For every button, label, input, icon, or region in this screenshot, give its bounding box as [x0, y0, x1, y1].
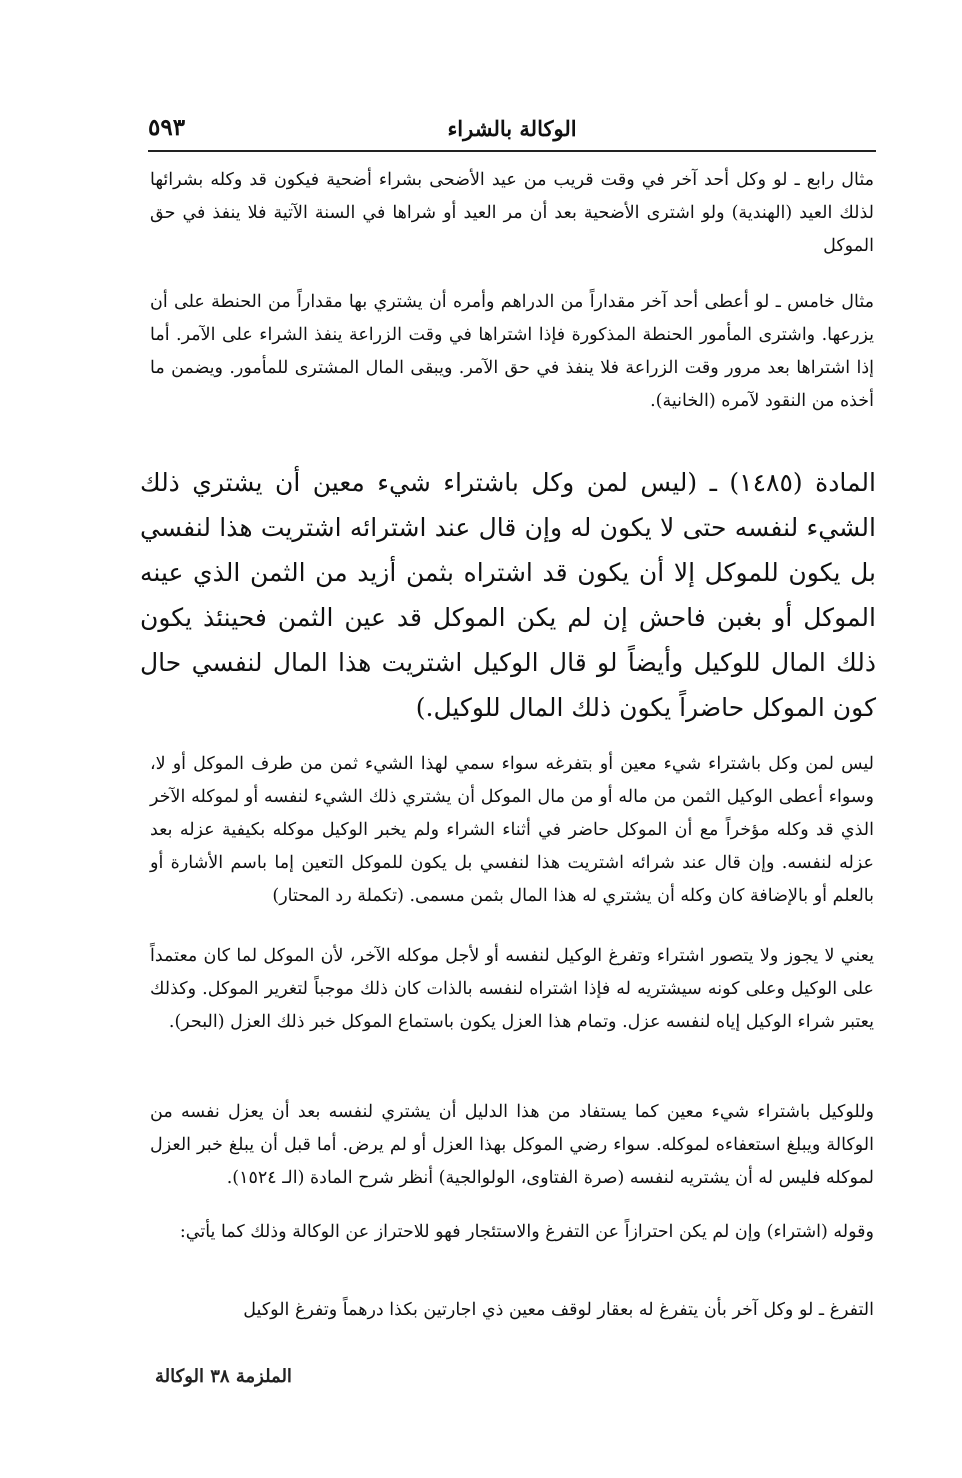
paragraph-commentary-1: ليس لمن وكل باشتراء شيء معين أو بتفرغه سواء سمي لهذا الشيء ثمن من طرف الموكل أو لا، وسواء أعطى الوكيل الثمن من ماله أو من مال الموكل أن يشتري ذلك الشيء لنفسه أو لموكله الآخر الذي قد وكله مؤخراً مع أن الموكل حاضر في أثناء الشراء ولم يخبر الوكيل موكله بكيفية عزله بعد عزله لنفسه. وإن قال عند شرائه اشتريت هذا لنفسي بل يكون للموكل التعين إما باسم الأشارة أو بالعلم أو بالإضافة كان وكله أن يشتري له هذا المال بثمن مسمى. (تكملة رد المحتار) [150, 754, 874, 906]
paragraph-commentary-3: وللوكيل باشتراء شيء معين كما يستفاد من هذا الدليل أن يشتري لنفسه بعد أن يعزل نفسه من الوكالة ويبلغ استعفاءه لموكله. سواء رضي الموكل بهذا العزل أو لم يرض. أما قبل أن يبلغ خبر العزل لموكله فليس له أن يشتريه لنفسه (صرة الفتاوى، الولوالجية) أنظر شرح المادة (الـ ١٥٢٤). [150, 1102, 874, 1188]
signature-mark: الملزمة ٣٨ الوكالة [155, 1366, 292, 1387]
paragraph-example-five: مثال خامس ـ لو أعطى أحد آخر مقداراً من الدراهم وأمره أن يشتري بها مقداراً من الحنطة على أن يزرعها. واشترى المأمور الحنطة المذكورة فإذا اشتراها في وقت الزراعة ينفذ الشراء على الآمر. أما إذا اشتراها بعد مرور وقت الزراعة فلا ينفذ في حق الآمر. ويبقى المال المشترى للمأمور. ويضمن ما أخذه من النقود لآمره (الخانية). [150, 292, 874, 411]
page-number: ٥٩٣ [148, 114, 186, 141]
paragraph-commentary-4: وقوله (اشتراء) وإن لم يكن احترازاً عن التفرغ والاستئجار فهو للاحتراز عن الوكالة وذلك كما يأتي: [179, 1222, 874, 1242]
paragraph-example-four: مثال رابع ـ لو وكل أحد آخر في وقت قريب من عيد الأضحى بشراء أضحية فيكون قد وكله بشرائها لذلك العيد (الهندية) ولو اشترى الأضحية بعد أن مر العيد أو شراها في السنة الآتية فلا ينفذ في حق الموكل [150, 170, 874, 256]
paragraph-commentary-2: يعني لا يجوز ولا يتصور اشتراء وتفرغ الوكيل لنفسه أو لأجل موكله الآخر، لأن الموكل لما كان معتمداً على الوكيل وعلى كونه سيشتريه له فإذا اشتراه لنفسه بالذات كان ذلك موجباً لتغرير الموكل. وكذلك يعتبر شراء الوكيل إياه لنفسه عزل. وتمام هذا العزل يكون باستماع الموكل خبر ذلك العزل (البحر). [150, 946, 874, 1032]
page-header [148, 112, 876, 148]
paragraph-commentary-5: التفرغ ـ لو وكل آخر بأن يتفرغ له بعقار لوقف معين ذي اجارتين بكذا درهماً وتفرغ الوكيل [243, 1300, 874, 1320]
header-rule [148, 150, 876, 152]
article-1485-text: المادة (١٤٨٥) ـ (ليس لمن وكل باشتراء شيء معين أن يشتري ذلك الشيء لنفسه حتى لا يكون له وإن قال عند اشترائه اشتريت هذا لنفسي بل يكون للموكل إلا أن يكون قد اشتراه بثمن أزيد من الثمن الذي عينه الموكل أو بغبن فاحش إن لم يكن الموكل قد عين الثمن فحينئذ يكون ذلك المال للوكيل وأيضاً لو قال الوكيل اشتريت هذا المال لنفسي حال كون الموكل حاضراً يكون ذلك المال للوكيل.) [140, 468, 876, 722]
running-title: الوكالة بالشراء [447, 116, 577, 141]
